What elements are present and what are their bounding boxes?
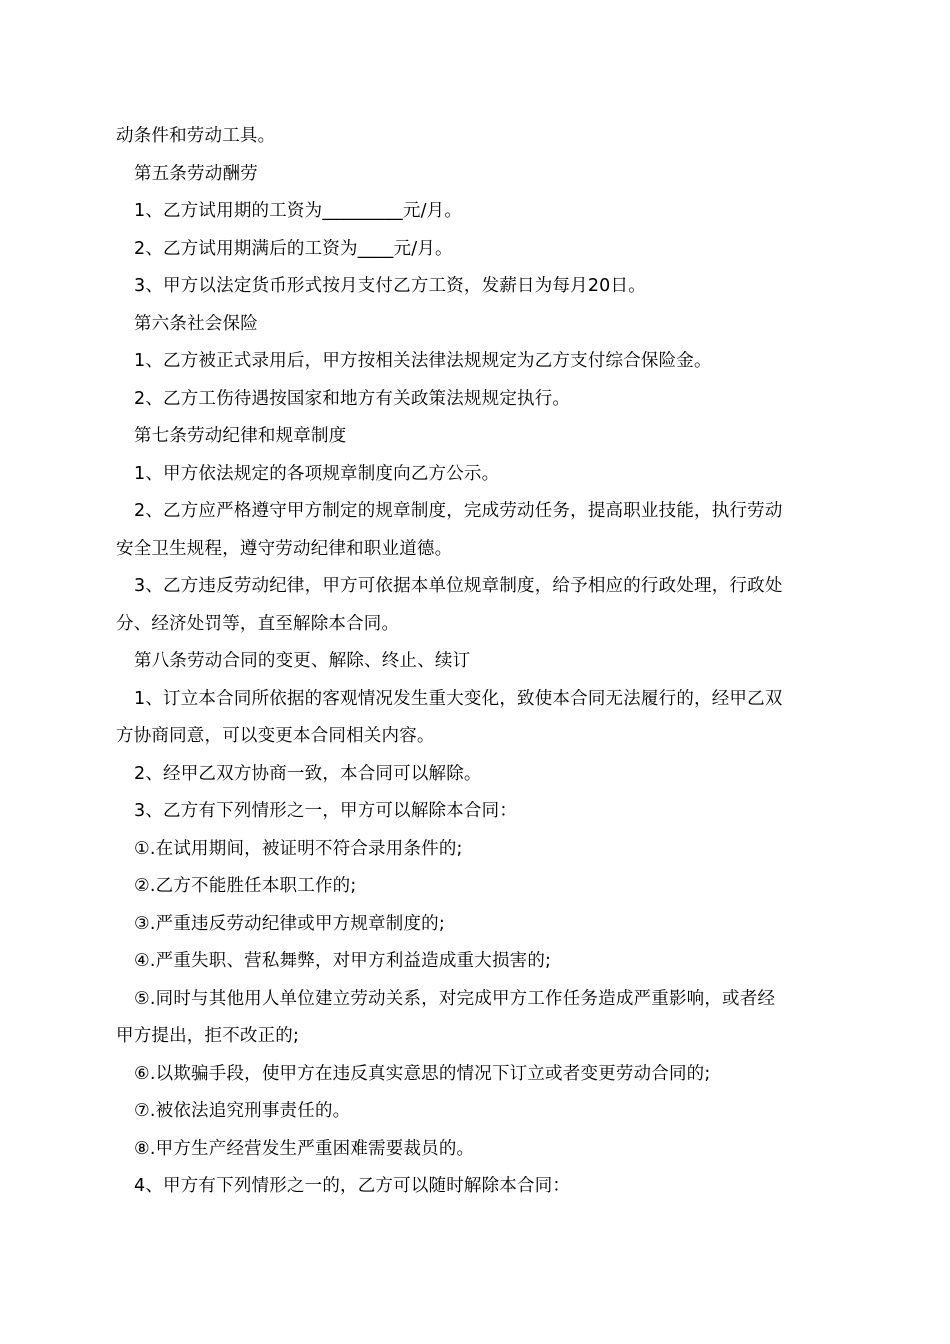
document-line: 2、乙方试用期满后的工资为____元/月。 <box>134 238 453 259</box>
document-line: ⑤.同时与其他用人单位建立劳动关系，对完成甲方工作任务造成严重影响，或者经 <box>134 988 776 1009</box>
document-line: 第六条社会保险 <box>134 313 258 334</box>
document-line: ⑥.以欺骗手段，使甲方在违反真实意思的情况下订立或者变更劳动合同的; <box>134 1063 711 1084</box>
document-body <box>116 118 836 1206</box>
document-line: 1、乙方被正式录用后，甲方按相关法律法规规定为乙方支付综合保险金。 <box>134 351 712 371</box>
document-line: ⑧.甲方生产经营发生严重困难需要裁员的。 <box>134 1138 475 1159</box>
document-line: 2、乙方应严格遵守甲方制定的规章制度，完成劳动任务，提高职业技能，执行劳动 <box>134 501 783 521</box>
document-line: 分、经济处罚等，直至解除本合同。 <box>116 613 400 634</box>
document-line: 1、甲方依法规定的各项规章制度向乙方公示。 <box>134 463 500 484</box>
document-line: 动条件和劳动工具。 <box>116 126 276 146</box>
document-line: 4、甲方有下列情形之一的，乙方可以随时解除本合同： <box>134 1176 571 1196</box>
document-line: 第七条劳动纪律和规章制度 <box>134 426 347 446</box>
document-line: ⑦.被依法追究刑事责任的。 <box>134 1101 351 1121</box>
document-line: 3、乙方违反劳动纪律，甲方可依据本单位规章制度，给予相应的行政处理，行政处 <box>134 576 783 596</box>
document-line: ③.严重违反劳动纪律或甲方规章制度的; <box>134 913 445 934</box>
document-line: ①.在试用期间，被证明不符合录用条件的; <box>134 838 463 859</box>
document-line: 2、经甲乙双方协商一致，本合同可以解除。 <box>134 763 482 784</box>
document-line: 甲方提出，拒不改正的; <box>116 1026 300 1046</box>
document-line: 1、订立本合同所依据的客观情况发生重大变化，致使本合同无法履行的，经甲乙双 <box>134 688 783 709</box>
document-line: 方协商同意，可以变更本合同相关内容。 <box>116 726 435 746</box>
document-line: 3、甲方以法定货币形式按月支付乙方工资，发薪日为每月20日。 <box>134 276 646 296</box>
document-line: 第八条劳动合同的变更、解除、终止、续订 <box>134 651 471 671</box>
document-line: 2、乙方工伤待遇按国家和地方有关政策法规规定执行。 <box>134 388 571 409</box>
document-line: 安全卫生规程，遵守劳动纪律和职业道德。 <box>116 538 453 559</box>
document-line: 3、乙方有下列情形之一，甲方可以解除本合同： <box>134 801 518 821</box>
document-line: ②.乙方不能胜任本职工作的; <box>134 876 357 896</box>
document-line: 1、乙方试用期的工资为_________元/月。 <box>134 201 463 221</box>
document-line: 第五条劳动酬劳 <box>134 163 258 184</box>
document-line: ④.严重失职、营私舞弊，对甲方利益造成重大损害的; <box>134 951 552 971</box>
